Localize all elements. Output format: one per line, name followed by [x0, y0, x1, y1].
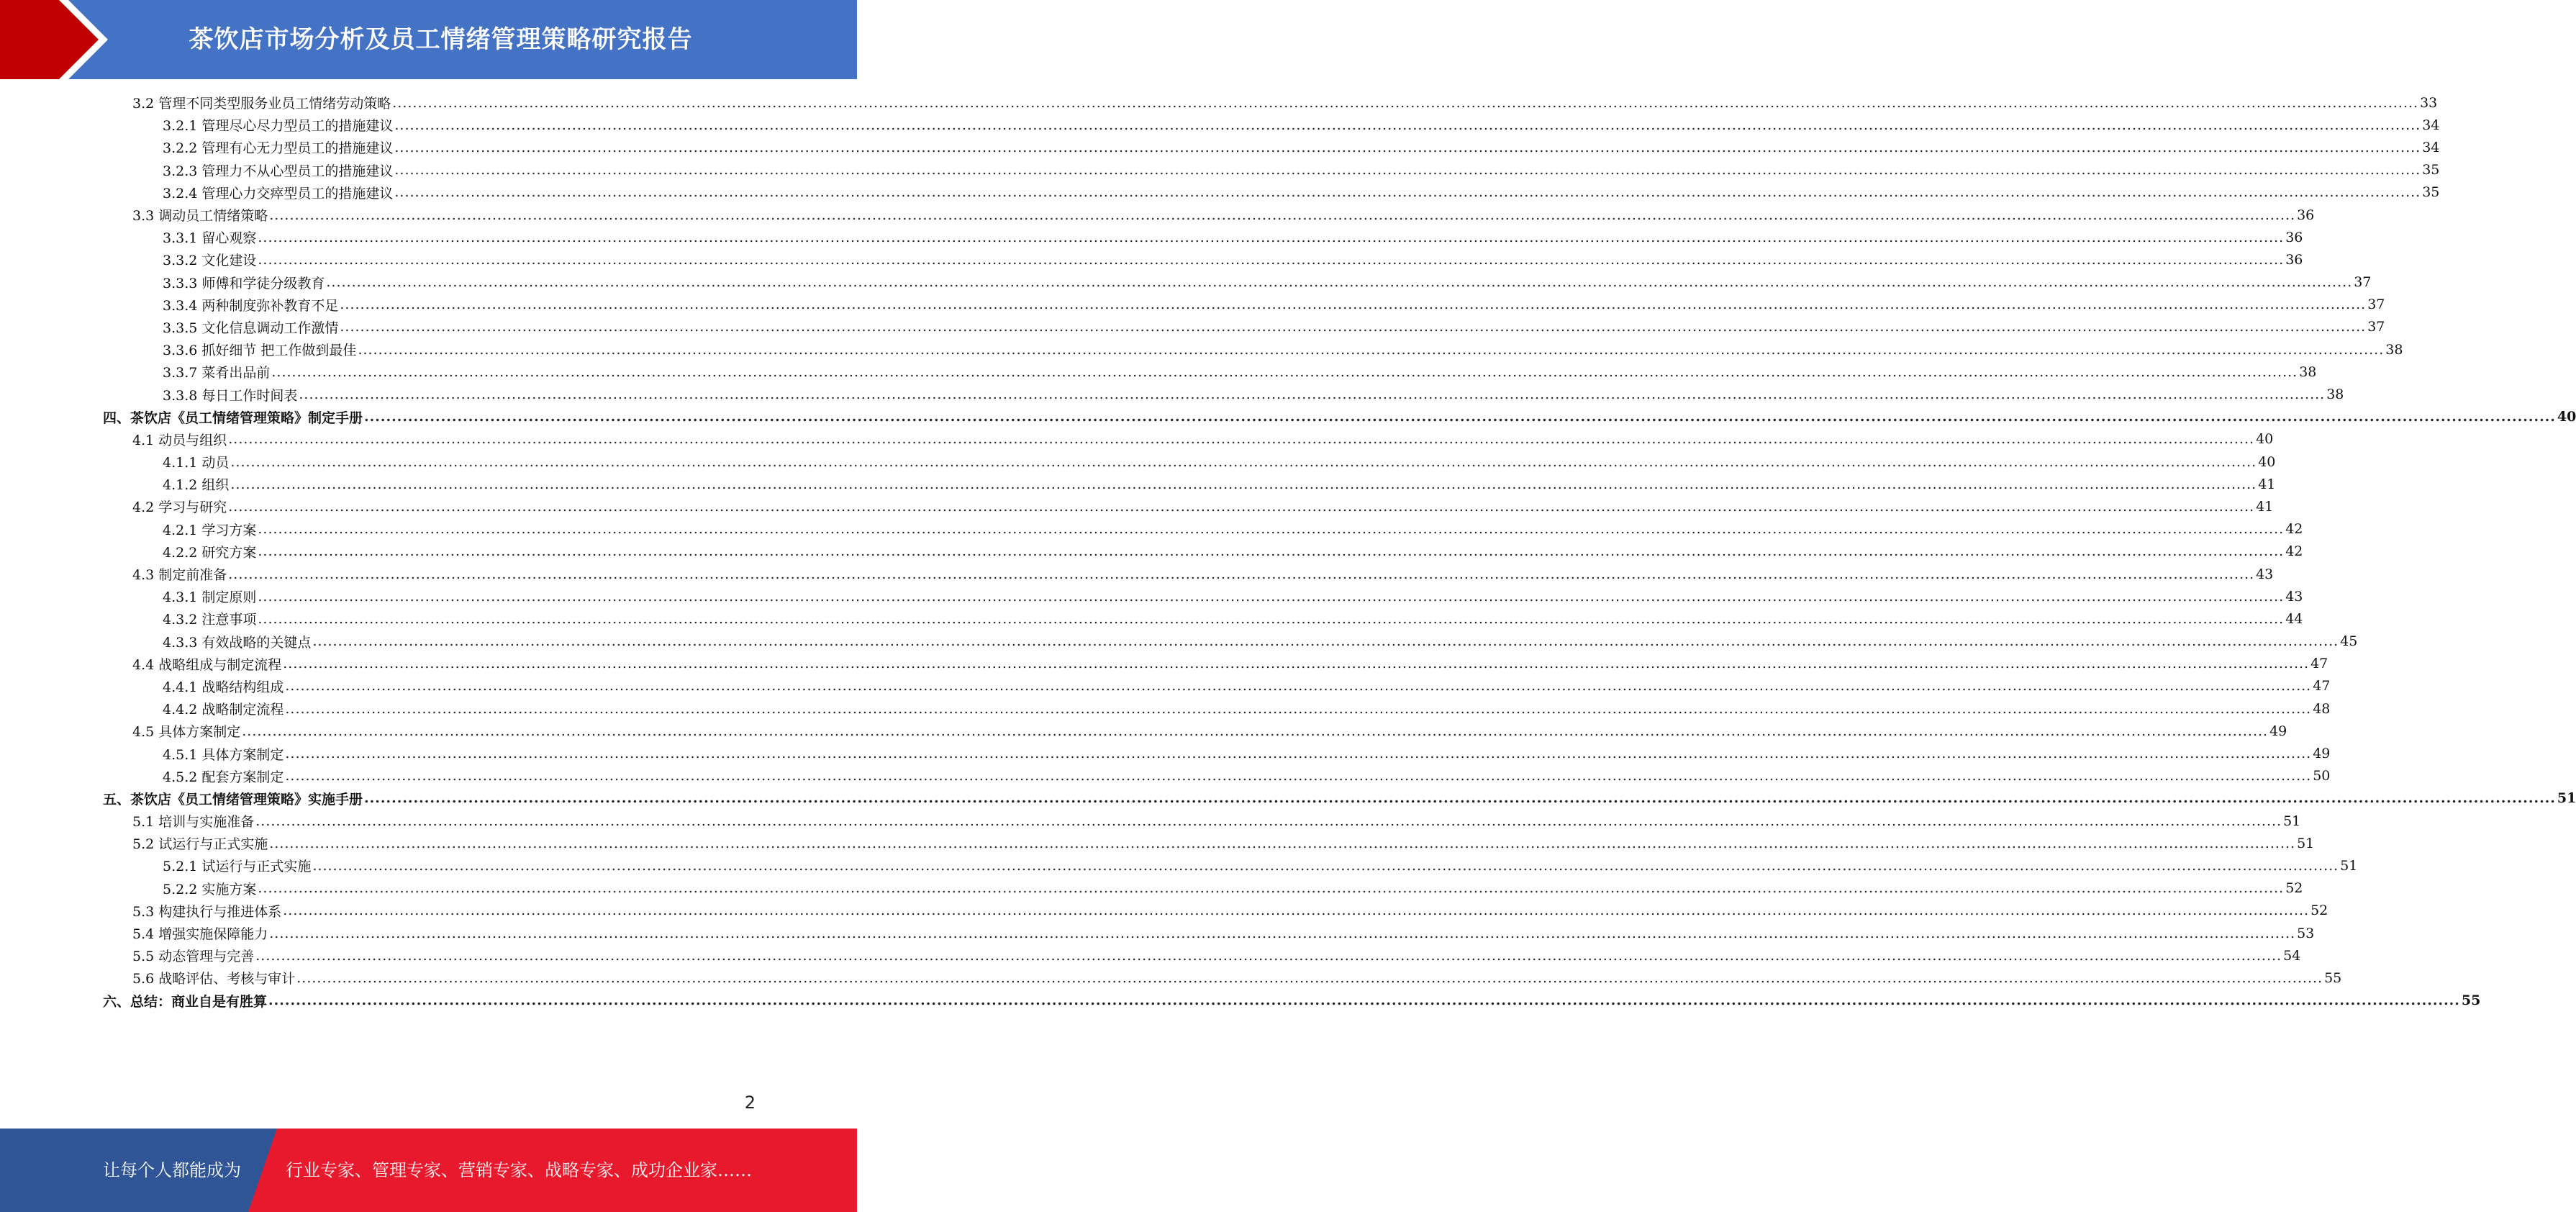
toc-dot-leader: ................................................................................................................................................................................................................................................................................................................................................................................................................: [228, 566, 2255, 582]
toc-entry-page: 48: [2313, 700, 2331, 717]
toc-entry-page: 34: [2422, 117, 2440, 133]
toc-entry[interactable]: [132, 720, 2287, 742]
toc-entry-label: 4.2 学习与研究: [132, 499, 227, 516]
toc-entry-page: 55: [2461, 992, 2481, 1009]
toc-entry-label: 3.2.4 管理心力交瘁型员工的措施建议: [163, 185, 394, 202]
toc-entry-page: 38: [2326, 386, 2344, 403]
toc-entry-label: 4.2.1 学习方案: [163, 522, 257, 538]
toc-dot-leader: ................................................................................................................................................................................................................................................................................................................................................................................................................: [394, 184, 2421, 201]
toc-dot-leader: ................................................................................................................................................................................................................................................................................................................................................................................................................: [285, 678, 2312, 695]
toc-entry-page: 41: [2256, 498, 2274, 515]
toc-entry[interactable]: [163, 630, 2358, 653]
toc-entry-page: 40: [2256, 431, 2274, 448]
toc-entry[interactable]: [163, 136, 2440, 158]
toc-entry-label: 5.2.2 实施方案: [163, 881, 257, 897]
toc-entry[interactable]: [163, 294, 2385, 316]
toc-entry-label: 4.5.2 配套方案制定: [163, 769, 284, 785]
toc-entry-page: 43: [2285, 588, 2303, 605]
toc-entry[interactable]: [132, 832, 2315, 854]
toc-entry-label: 3.3 调动员工情绪策略: [132, 208, 268, 225]
toc-entry-label: 4.4.1 战略结构组成: [163, 679, 284, 695]
toc-entry[interactable]: [163, 697, 2331, 720]
toc-dot-leader: ................................................................................................................................................................................................................................................................................................................................................................................................................: [242, 723, 2269, 739]
toc-entry[interactable]: [163, 765, 2331, 787]
toc-entry-page: 37: [2367, 319, 2385, 335]
toc-entry-page: 49: [2313, 746, 2331, 762]
toc-entry-label: 4.3.1 制定原则: [163, 589, 257, 606]
toc-entry[interactable]: [132, 810, 2301, 832]
toc-entry-label: 4.1.2 组织: [163, 477, 230, 494]
toc-dot-leader: ................................................................................................................................................................................................................................................................................................................................................................................................................: [285, 768, 2312, 784]
toc-entry[interactable]: [132, 900, 2328, 922]
toc-entry-page: 42: [2285, 521, 2303, 538]
toc-entry[interactable]: [163, 518, 2303, 541]
toc-entry[interactable]: [163, 877, 2303, 900]
toc-dot-leader: ................................................................................................................................................................................................................................................................................................................................................................................................................: [285, 746, 2312, 762]
toc-entry[interactable]: [163, 114, 2440, 136]
toc-entry[interactable]: [132, 967, 2342, 989]
toc-entry-page: 38: [2299, 363, 2317, 380]
toc-dot-leader: ................................................................................................................................................................................................................................................................................................................................................................................................................: [312, 633, 2339, 650]
toc-entry-label: 4.2.2 研究方案: [163, 544, 257, 561]
toc-entry-page: 43: [2256, 566, 2274, 582]
toc-entry[interactable]: [163, 316, 2385, 338]
toc-entry-label: 3.3.3 师傅和学徒分级教育: [163, 275, 325, 291]
toc-dot-leader: ................................................................................................................................................................................................................................................................................................................................................................................................................: [268, 992, 2460, 1009]
toc-entry[interactable]: [132, 944, 2301, 967]
toc-dot-leader: ................................................................................................................................................................................................................................................................................................................................................................................................................: [340, 319, 2367, 335]
toc-entry-page: 41: [2258, 476, 2276, 492]
toc-entry-label: 3.3.2 文化建设: [163, 253, 257, 269]
toc-entry[interactable]: [163, 607, 2303, 630]
toc-dot-leader: ................................................................................................................................................................................................................................................................................................................................................................................................................: [258, 610, 2285, 627]
toc-entry-page: 37: [2354, 274, 2372, 291]
toc-entry-label: 5.4 增强实施保障能力: [132, 926, 268, 943]
toc-dot-leader: ................................................................................................................................................................................................................................................................................................................................................................................................................: [296, 969, 2323, 986]
footer-slogan: 让每个人都能成为: [103, 1160, 241, 1180]
toc-dot-leader: ................................................................................................................................................................................................................................................................................................................................................................................................................: [258, 251, 2285, 268]
toc-entry-label: 3.2 管理不同类型服务业员工情绪劳动策略: [132, 96, 391, 112]
report-title: 茶饮店市场分析及员工情绪管理策略研究报告: [189, 25, 693, 54]
toc-entry-label: 4.3.2 注意事项: [163, 612, 257, 628]
toc-dot-leader: ................................................................................................................................................................................................................................................................................................................................................................................................................: [326, 274, 2353, 291]
toc-entry-label: 3.3.5 文化信息调动工作激情: [163, 320, 339, 336]
toc-entry[interactable]: [163, 181, 2440, 204]
toc-dot-leader: ................................................................................................................................................................................................................................................................................................................................................................................................................: [271, 363, 2298, 380]
toc-dot-leader: ................................................................................................................................................................................................................................................................................................................................................................................................................: [228, 498, 2255, 515]
toc-entry-page: 52: [2310, 903, 2328, 919]
toc-dot-leader: ................................................................................................................................................................................................................................................................................................................................................................................................................: [258, 521, 2285, 538]
toc-entry-page: 47: [2310, 656, 2328, 672]
toc-entry-page: 51: [2557, 790, 2576, 807]
toc-entry-label: 3.3.8 每日工作时间表: [163, 387, 298, 404]
table-of-contents: [0, 91, 2576, 1012]
toc-dot-leader: ................................................................................................................................................................................................................................................................................................................................................................................................................: [258, 229, 2285, 245]
toc-entry-page: 40: [2258, 453, 2276, 470]
toc-entry[interactable]: [163, 361, 2317, 383]
toc-entry-page: 42: [2285, 543, 2303, 560]
toc-entry-label: 4.4.2 战略制定流程: [163, 702, 284, 718]
toc-entry-label: 五、茶饮店《员工情绪管理策略》实施手册: [103, 791, 363, 808]
toc-entry[interactable]: [163, 854, 2358, 877]
toc-entry[interactable]: [163, 451, 2276, 473]
toc-entry[interactable]: [163, 226, 2303, 248]
toc-entry-page: 53: [2297, 925, 2315, 941]
toc-entry-label: 3.3.4 两种制度弥补教育不足: [163, 297, 339, 314]
toc-entry[interactable]: [103, 787, 2576, 810]
toc-entry-page: 35: [2422, 184, 2440, 201]
toc-entry[interactable]: [163, 473, 2276, 495]
toc-dot-leader: ................................................................................................................................................................................................................................................................................................................................................................................................................: [392, 94, 2419, 111]
toc-entry[interactable]: [163, 541, 2303, 563]
toc-entry-page: 55: [2324, 969, 2342, 986]
toc-entry[interactable]: [132, 91, 2438, 114]
toc-entry-page: 38: [2385, 341, 2403, 358]
toc-entry[interactable]: [163, 248, 2303, 271]
toc-dot-leader: ................................................................................................................................................................................................................................................................................................................................................................................................................: [299, 386, 2326, 403]
toc-entry-page: 40: [2557, 409, 2576, 425]
toc-entry-label: 3.2.1 管理尽心尽力型员工的措施建议: [163, 118, 394, 135]
toc-dot-leader: ................................................................................................................................................................................................................................................................................................................................................................................................................: [364, 790, 2556, 807]
toc-entry-label: 4.1 动员与组织: [132, 432, 227, 448]
toc-entry[interactable]: [132, 495, 2274, 517]
toc-entry-page: 36: [2285, 229, 2303, 245]
toc-dot-leader: ................................................................................................................................................................................................................................................................................................................................................................................................................: [269, 925, 2296, 941]
toc-entry[interactable]: [163, 338, 2403, 361]
toc-dot-leader: ................................................................................................................................................................................................................................................................................................................................................................................................................: [283, 656, 2310, 672]
toc-entry-label: 4.3.3 有效战略的关键点: [163, 634, 312, 651]
toc-dot-leader: ................................................................................................................................................................................................................................................................................................................................................................................................................: [258, 543, 2285, 560]
toc-entry[interactable]: [163, 675, 2331, 697]
footer-banner: [0, 1129, 857, 1212]
toc-entry[interactable]: [132, 204, 2315, 226]
toc-entry-label: 四、茶饮店《员工情绪管理策略》制定手册: [103, 410, 363, 426]
toc-entry-label: 5.2 试运行与正式实施: [132, 836, 268, 853]
toc-entry-page: 50: [2313, 768, 2331, 784]
toc-entry-label: 3.2.3 管理力不从心型员工的措施建议: [163, 163, 394, 179]
toc-dot-leader: ................................................................................................................................................................................................................................................................................................................................................................................................................: [255, 947, 2282, 964]
toc-dot-leader: ................................................................................................................................................................................................................................................................................................................................................................................................................: [230, 476, 2257, 492]
toc-entry[interactable]: [163, 585, 2303, 607]
toc-entry[interactable]: [132, 653, 2328, 675]
toc-entry-label: 3.3.7 菜肴出品前: [163, 365, 271, 381]
toc-entry-page: 36: [2285, 251, 2303, 268]
toc-entry-page: 45: [2340, 633, 2358, 650]
toc-entry-label: 3.2.2 管理有心无力型员工的措施建议: [163, 140, 394, 157]
toc-dot-leader: ................................................................................................................................................................................................................................................................................................................................................................................................................: [255, 813, 2282, 829]
toc-entry-label: 3.3.6 抓好细节 把工作做到最佳: [163, 343, 357, 359]
toc-entry-label: 六、总结：商业自是有胜算: [103, 993, 268, 1010]
toc-entry[interactable]: [132, 922, 2315, 944]
toc-dot-leader: ................................................................................................................................................................................................................................................................................................................................................................................................................: [230, 453, 2257, 470]
toc-entry-page: 35: [2422, 162, 2440, 178]
toc-entry-label: 4.4 战略组成与制定流程: [132, 656, 282, 673]
toc-entry-page: 52: [2285, 880, 2303, 897]
toc-entry-label: 3.3.1 留心观察: [163, 230, 257, 247]
toc-entry-page: 44: [2285, 610, 2303, 627]
toc-entry[interactable]: [163, 742, 2331, 764]
toc-dot-leader: ................................................................................................................................................................................................................................................................................................................................................................................................................: [364, 409, 2556, 425]
toc-entry[interactable]: [163, 383, 2344, 405]
toc-dot-leader: ................................................................................................................................................................................................................................................................................................................................................................................................................: [394, 139, 2421, 155]
toc-entry-page: 33: [2420, 94, 2438, 111]
toc-dot-leader: ................................................................................................................................................................................................................................................................................................................................................................................................................: [269, 835, 2296, 851]
toc-entry-label: 4.5.1 具体方案制定: [163, 746, 284, 763]
toc-entry-label: 4.3 制定前准备: [132, 567, 227, 584]
toc-dot-leader: ................................................................................................................................................................................................................................................................................................................................................................................................................: [312, 857, 2339, 874]
toc-entry[interactable]: [163, 271, 2372, 294]
toc-entry-page: 47: [2313, 678, 2331, 695]
toc-entry-page: 51: [2340, 857, 2358, 874]
toc-entry-label: 5.3 构建执行与推进体系: [132, 903, 282, 920]
toc-dot-leader: ................................................................................................................................................................................................................................................................................................................................................................................................................: [258, 880, 2285, 897]
toc-entry-page: 37: [2367, 297, 2385, 313]
toc-entry-label: 4.5 具体方案制定: [132, 724, 241, 741]
toc-dot-leader: ................................................................................................................................................................................................................................................................................................................................................................................................................: [269, 207, 2296, 223]
toc-entry-page: 54: [2283, 947, 2301, 964]
footer-roles: 行业专家、管理专家、营销专家、战略专家、成功企业家……: [286, 1160, 752, 1180]
toc-dot-leader: ................................................................................................................................................................................................................................................................................................................................................................................................................: [394, 162, 2421, 178]
toc-entry-label: 5.5 动态管理与完善: [132, 949, 255, 965]
toc-entry[interactable]: [132, 428, 2274, 451]
header-arrow-decoration: [0, 0, 108, 79]
toc-entry-page: 34: [2422, 139, 2440, 155]
toc-entry-label: 5.6 战略评估、考核与审计: [132, 971, 296, 987]
toc-entry[interactable]: [103, 990, 2481, 1012]
toc-dot-leader: ................................................................................................................................................................................................................................................................................................................................................................................................................: [340, 297, 2367, 313]
toc-entry-page: 51: [2297, 835, 2315, 851]
toc-entry-page: 51: [2283, 813, 2301, 829]
toc-entry[interactable]: [103, 406, 2576, 428]
toc-entry[interactable]: [163, 159, 2440, 181]
toc-entry-page: 36: [2297, 207, 2315, 223]
toc-dot-leader: ................................................................................................................................................................................................................................................................................................................................................................................................................: [258, 588, 2285, 605]
toc-dot-leader: ................................................................................................................................................................................................................................................................................................................................................................................................................: [358, 341, 2385, 358]
toc-entry-page: 49: [2269, 723, 2287, 739]
toc-dot-leader: ................................................................................................................................................................................................................................................................................................................................................................................................................: [228, 431, 2255, 448]
toc-entry[interactable]: [132, 563, 2274, 585]
toc-entry-label: 5.2.1 试运行与正式实施: [163, 859, 312, 875]
header-banner: [0, 0, 857, 79]
toc-entry-label: 5.1 培训与实施准备: [132, 814, 255, 831]
toc-entry-label: 4.1.1 动员: [163, 455, 230, 471]
toc-dot-leader: ................................................................................................................................................................................................................................................................................................................................................................................................................: [285, 700, 2312, 717]
toc-dot-leader: ................................................................................................................................................................................................................................................................................................................................................................................................................: [394, 117, 2421, 133]
toc-dot-leader: ................................................................................................................................................................................................................................................................................................................................................................................................................: [283, 903, 2310, 919]
page-number: 2: [744, 1093, 756, 1113]
